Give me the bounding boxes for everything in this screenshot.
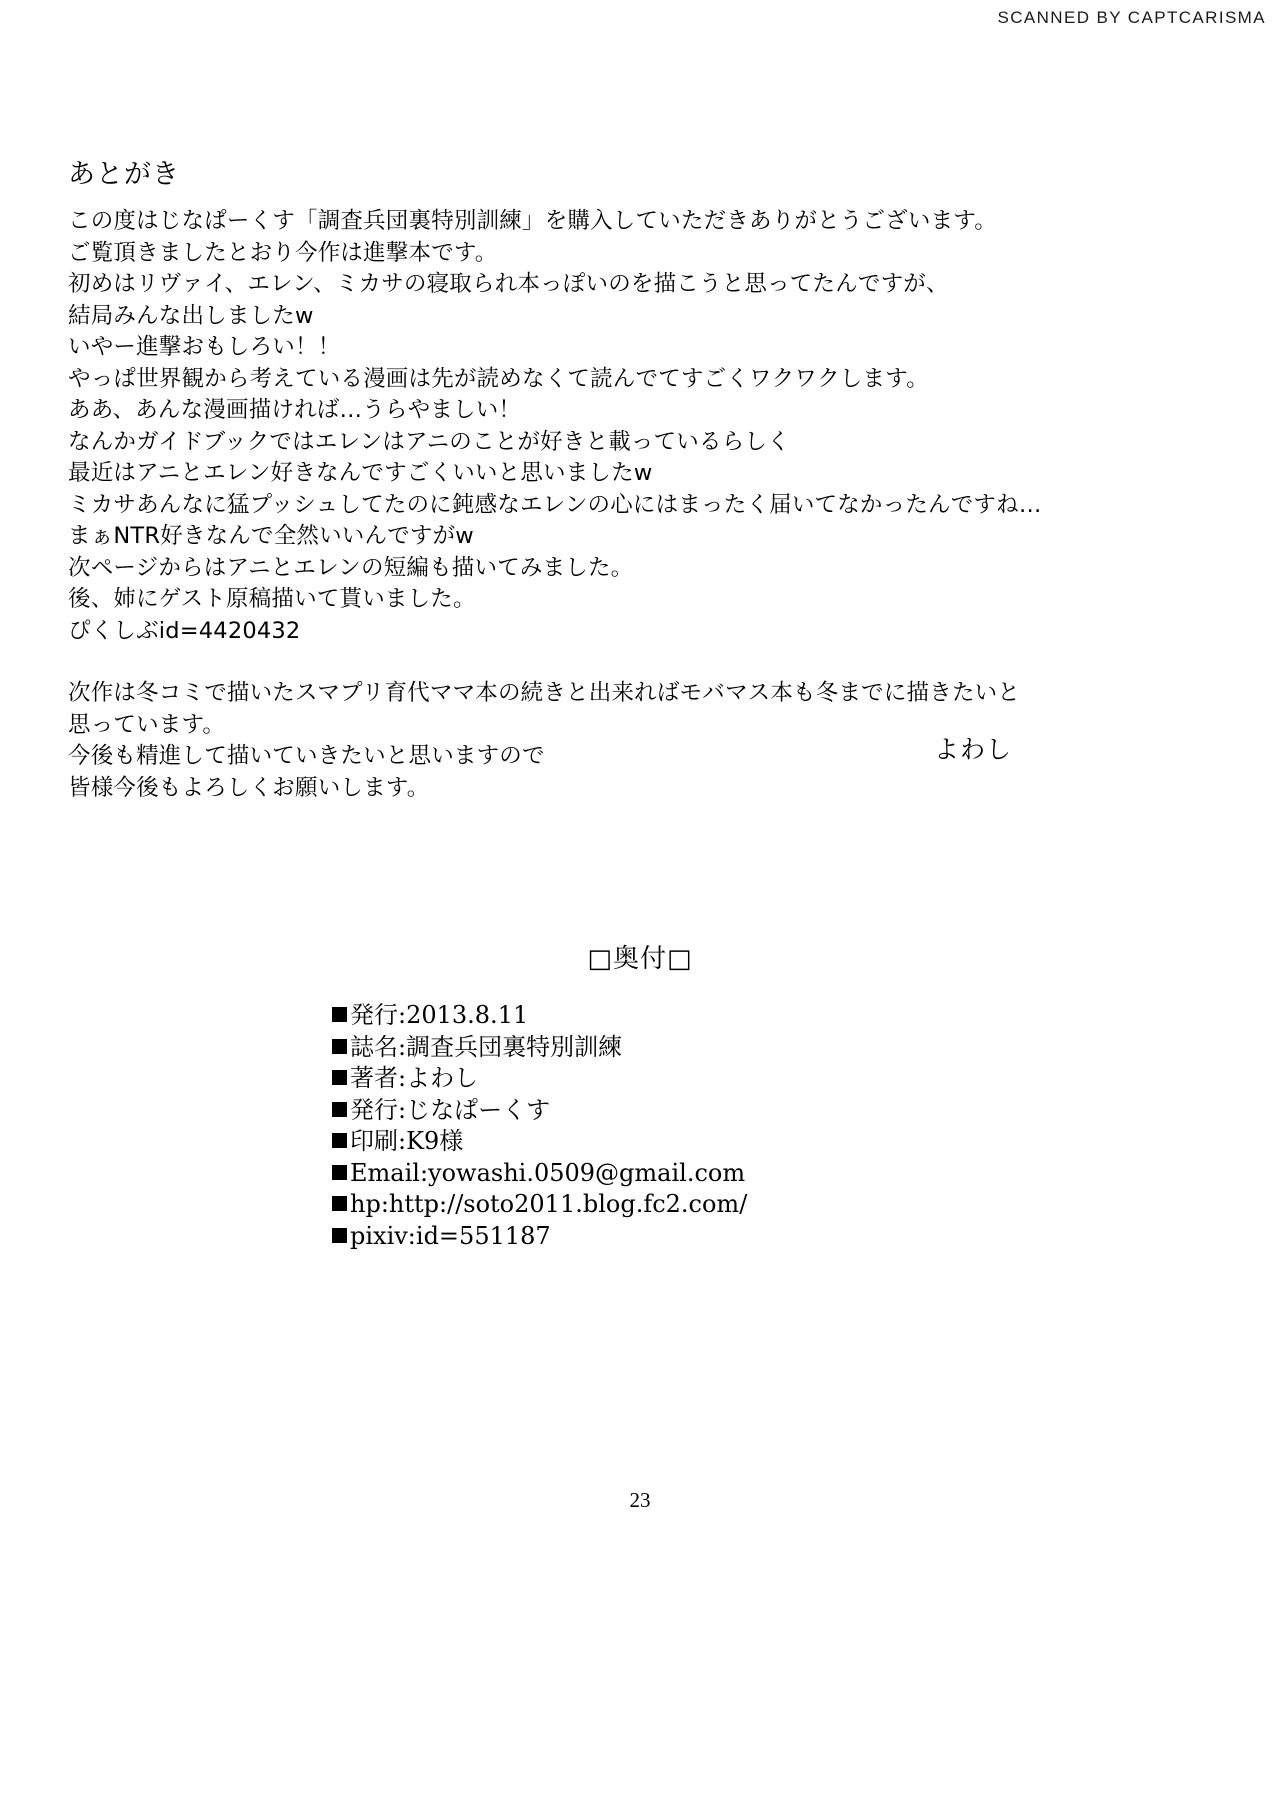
- afterword-line: 初めはリヴァイ、エレン、ミカサの寝取られ本っぽいのを描こうと思ってたんですが、: [68, 271, 949, 297]
- square-bullet-icon: [332, 1165, 347, 1180]
- colophon-row: [332, 1063, 747, 1095]
- colophon-entry-text: hp:http://soto2011.blog.fc2.com/: [350, 1190, 748, 1218]
- colophon-row: [332, 1221, 747, 1253]
- afterword-line: なんかガイドブックではエレンはアニのことが好きと載っているらしく: [68, 428, 790, 455]
- afterword-body: [68, 206, 1128, 804]
- square-bullet-icon: [332, 1133, 347, 1148]
- afterword-line: 結局みんな出しましたw: [68, 302, 314, 329]
- colophon-row: [332, 1032, 747, 1064]
- colophon-entry-text: 発行:じなぱーくす: [350, 1095, 551, 1124]
- afterword-line: 今後も精進して描いていきたいと思いますので: [68, 743, 545, 769]
- scan-credit-text: SCANNED BY CAPTCARISMA: [997, 8, 1266, 27]
- afterword-line: まぁNTR好きなんで全然いいんですがw: [68, 523, 474, 549]
- afterword-line: 次ページからはアニとエレンの短編も描いてみました。: [68, 554, 634, 581]
- afterword-line: 皆様今後もよろしくお願いします。: [68, 774, 430, 801]
- colophon-entry-text: 著者:よわし: [350, 1064, 479, 1092]
- author-signature: よわし: [933, 735, 1012, 764]
- afterword-line: ミカサあんなに猛プッシュしてたのに鈍感なエレンの心にはまったく届いてなかったんですね…: [68, 491, 1042, 518]
- colophon-row: [332, 1126, 747, 1158]
- afterword-line: この度はじなぱーくす「調査兵団裏特別訓練」を購入していただきありがとうございます。: [68, 208, 997, 234]
- square-bullet-icon: [332, 1039, 347, 1054]
- paragraph-spacer: [68, 647, 1128, 678]
- colophon-heading: □奥付□: [587, 944, 693, 974]
- afterword-line: 思っています。: [68, 711, 226, 738]
- colophon-row: [332, 1095, 747, 1127]
- afterword-line: 最近はアニとエレン好きなんですごくいいと思いましたw: [68, 460, 653, 486]
- square-bullet-icon: [332, 1070, 347, 1085]
- afterword-line: やっぱ世界観から考えている漫画は先が読めなくて読んでてすごくワクワクします。: [68, 365, 929, 392]
- colophon-entry-text: 発行:2013.8.11: [350, 1001, 529, 1029]
- afterword-heading: あとがき: [68, 159, 180, 190]
- afterword-line: いやー進撃おもしろい！！: [68, 334, 341, 360]
- square-bullet-icon: [332, 1196, 347, 1211]
- colophon-entry-text: pixiv:id=551187: [350, 1221, 551, 1250]
- colophon-row: [332, 1189, 747, 1221]
- afterword-line: 次作は冬コミで描いたスマプリ育代ママ本の続きと出来ればモバマス本も冬までに描きたいと: [68, 680, 1021, 706]
- afterword-line: ぴくしぶid=4420432: [68, 617, 301, 644]
- colophon-entry-text: Email:yowashi.0509@gmail.com: [350, 1158, 746, 1187]
- page-number: 23: [629, 1488, 651, 1512]
- colophon-entry-text: 印刷:K9様: [350, 1127, 464, 1155]
- square-bullet-icon: [332, 1007, 347, 1022]
- afterword-line: ご覧頂きましたとおり今作は進撃本です。: [68, 239, 498, 266]
- afterword-line: 後、姉にゲスト原稿描いて貰いました。: [68, 586, 476, 612]
- colophon-list: [332, 1000, 747, 1252]
- colophon-entry-text: 誌名:調査兵団裏特別訓練: [350, 1032, 623, 1061]
- colophon-row: [332, 1158, 747, 1190]
- colophon-row: [332, 1000, 747, 1032]
- afterword-line: ああ、あんな漫画描ければ…うらやましい！: [68, 397, 522, 423]
- square-bullet-icon: [332, 1102, 347, 1117]
- square-bullet-icon: [332, 1228, 347, 1243]
